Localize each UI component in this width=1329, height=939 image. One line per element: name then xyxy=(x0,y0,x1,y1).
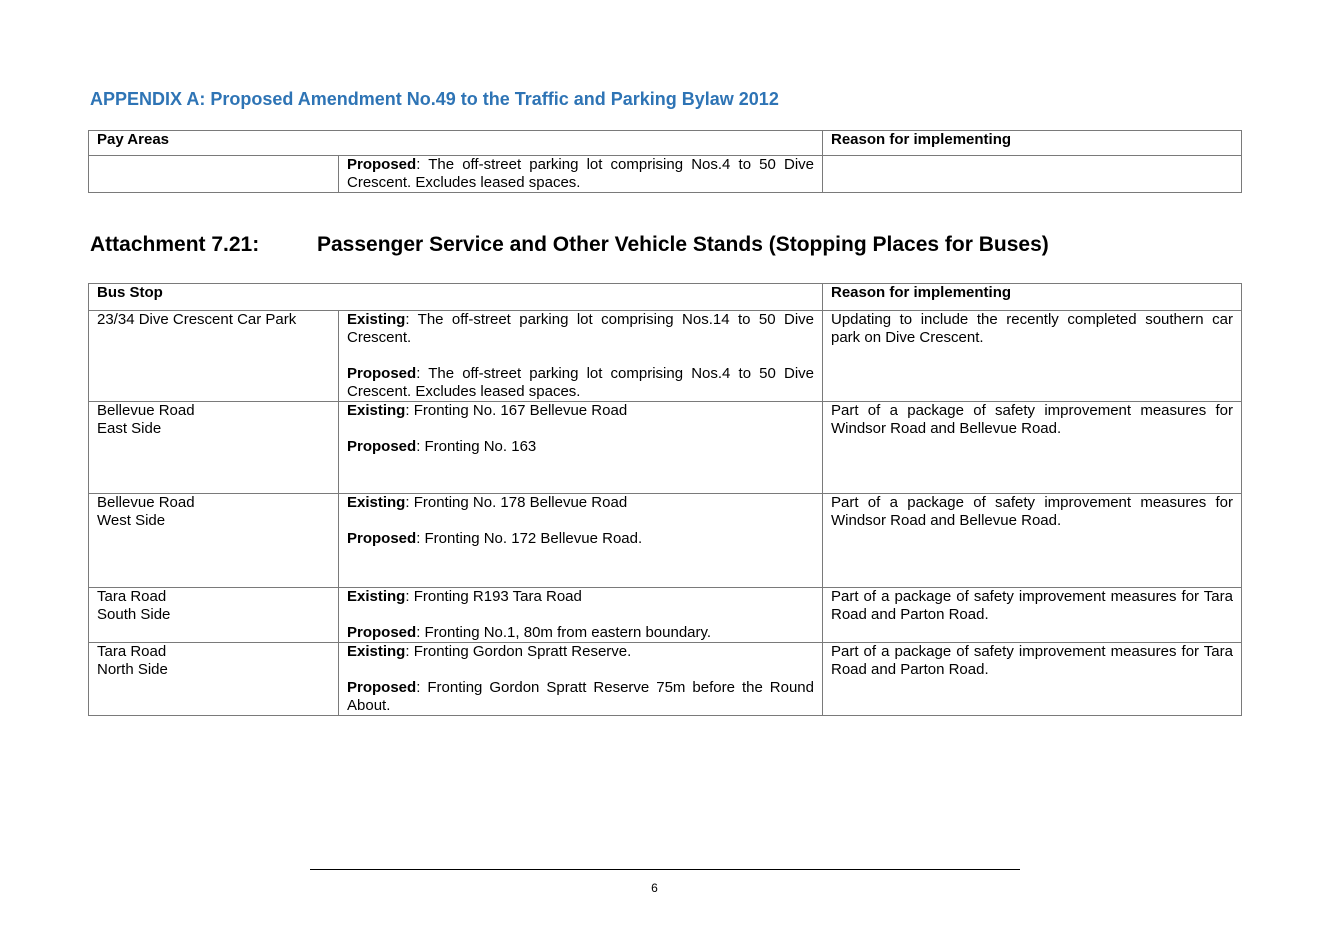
proposed-text: : Fronting Gordon Spratt Reserve 75m before the Round About. xyxy=(347,679,814,714)
bus-stop-header-row xyxy=(89,284,1242,311)
proposed-label: Proposed xyxy=(347,530,417,547)
location-cell xyxy=(89,494,339,588)
table-row xyxy=(89,643,1242,716)
location-line: 23/34 Dive Crescent Car Park xyxy=(97,311,297,328)
location-line: Tara Road xyxy=(97,588,167,605)
existing-text: : Fronting No. 167 Bellevue Road xyxy=(405,402,628,419)
table-row xyxy=(89,402,1242,494)
appendix-heading: APPENDIX A: Proposed Amendment No.49 to the Traffic and Parking Bylaw 2012 xyxy=(90,89,779,109)
location-line: South Side xyxy=(97,606,171,623)
change-cell xyxy=(339,402,823,494)
location-cell xyxy=(89,643,339,716)
pay-areas-reason-header: Reason for implementing xyxy=(823,131,1242,156)
location-cell xyxy=(89,156,339,193)
change-cell xyxy=(339,311,823,402)
proposed-entry xyxy=(347,365,814,401)
location-line: East Side xyxy=(97,420,162,437)
change-cell xyxy=(339,156,823,193)
table-row xyxy=(89,311,1242,402)
location-line: West Side xyxy=(97,512,166,529)
reason-cell: Part of a package of safety improvement measures for Tara Road and Parton Road. xyxy=(823,643,1242,716)
change-cell xyxy=(339,643,823,716)
existing-text: : Fronting R193 Tara Road xyxy=(405,588,582,605)
existing-entry xyxy=(347,588,814,606)
table-row xyxy=(89,494,1242,588)
existing-text: : The off-street parking lot comprising Nos.14 to 50 Dive Crescent. xyxy=(347,311,814,346)
existing-label: Existing xyxy=(347,494,406,511)
reason-cell: Updating to include the recently completed southern car park on Dive Crescent. xyxy=(823,311,1242,402)
proposed-text: : The off-street parking lot comprising Nos.4 to 50 Dive Crescent. Excludes leased spaces. xyxy=(347,365,814,400)
reason-cell: Part of a package of safety improvement measures for Windsor Road and Bellevue Road. xyxy=(823,494,1242,588)
proposed-entry xyxy=(347,624,814,642)
reason-cell xyxy=(823,156,1242,193)
existing-label: Existing xyxy=(347,311,406,328)
location-line: North Side xyxy=(97,661,168,678)
proposed-text: : Fronting No.1, 80m from eastern boundary. xyxy=(416,624,712,641)
reason-cell: Part of a package of safety improvement measures for Windsor Road and Bellevue Road. xyxy=(823,402,1242,494)
proposed-text: : Fronting No. 163 xyxy=(416,438,537,455)
proposed-label: Proposed xyxy=(347,156,417,173)
bus-stop-header: Bus Stop xyxy=(89,284,823,311)
existing-entry xyxy=(347,643,814,661)
change-cell xyxy=(339,494,823,588)
location-cell xyxy=(89,311,339,402)
location-line: Tara Road xyxy=(97,643,167,660)
attachment-number: Attachment 7.21: xyxy=(90,233,260,256)
existing-entry xyxy=(347,494,814,512)
pay-areas-header-row xyxy=(89,131,1242,156)
location-cell xyxy=(89,402,339,494)
proposed-label: Proposed xyxy=(347,624,417,641)
proposed-label: Proposed xyxy=(347,365,417,382)
attachment-title: Passenger Service and Other Vehicle Stands (Stopping Places for Buses) xyxy=(317,233,1049,256)
pay-areas-header: Pay Areas xyxy=(89,131,823,156)
reason-cell: Part of a package of safety improvement measures for Tara Road and Parton Road. xyxy=(823,588,1242,643)
existing-entry xyxy=(347,402,814,420)
existing-label: Existing xyxy=(347,588,406,605)
proposed-entry xyxy=(347,438,814,456)
pay-areas-table xyxy=(88,130,1242,193)
table-row xyxy=(89,588,1242,643)
change-cell xyxy=(339,588,823,643)
proposed-entry xyxy=(347,679,814,715)
proposed-label: Proposed xyxy=(347,679,417,696)
location-line: Bellevue Road xyxy=(97,494,195,511)
proposed-text: : The off-street parking lot comprising Nos.4 to 50 Dive Crescent. Excludes leased spaces. xyxy=(347,156,814,191)
location-cell xyxy=(89,588,339,643)
footer-rule xyxy=(310,869,1020,870)
existing-text: : Fronting Gordon Spratt Reserve. xyxy=(405,643,632,660)
location-line: Bellevue Road xyxy=(97,402,195,419)
page-number: 6 xyxy=(651,881,658,895)
proposed-entry xyxy=(347,530,814,548)
bus-stop-reason-header: Reason for implementing xyxy=(823,284,1242,311)
existing-entry xyxy=(347,311,814,347)
existing-label: Existing xyxy=(347,643,406,660)
proposed-label: Proposed xyxy=(347,438,417,455)
proposed-text: : Fronting No. 172 Bellevue Road. xyxy=(416,530,643,547)
bus-stop-table xyxy=(88,283,1242,716)
table-row xyxy=(89,156,1242,193)
existing-label: Existing xyxy=(347,402,406,419)
existing-text: : Fronting No. 178 Bellevue Road xyxy=(405,494,628,511)
